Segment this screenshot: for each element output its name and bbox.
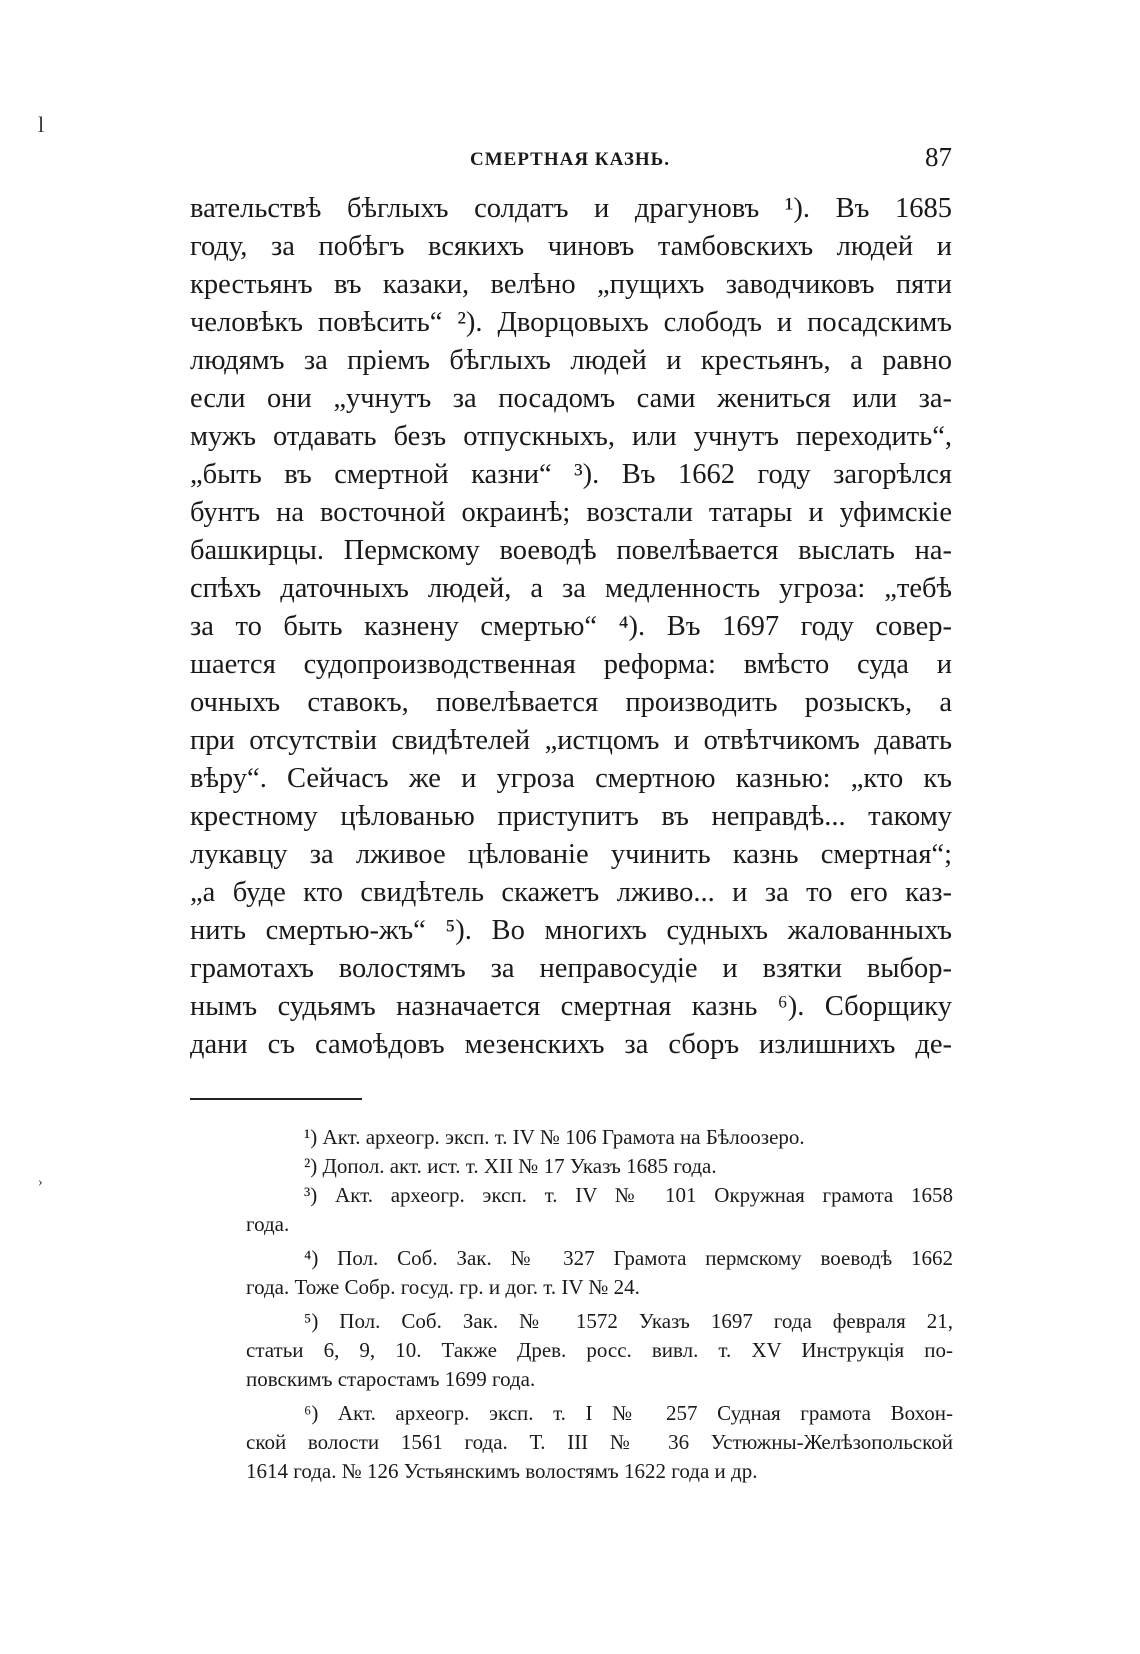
body-line: шается судопроизводственная реформа: вмѣсто суда и	[190, 649, 952, 680]
body-line: грамотахъ волостямъ за неправосудіе и взятки выбор-	[190, 953, 952, 984]
footnote-line: ской волости 1561 года. Т. III № 36 Устюжны-Желѣзопольской	[246, 1430, 953, 1454]
body-line: за то быть казнену смертью“ ⁴). Въ 1697 году совер-	[190, 611, 952, 642]
body-line: дани съ самоѣдовъ мезенскихъ за сборъ излишнихъ де-	[190, 1029, 952, 1060]
footnote-line: года.	[246, 1212, 290, 1236]
body-line: башкирцы. Пермскому воеводѣ повелѣвается выслать на-	[190, 535, 952, 566]
footnote-line: 1614 года. № 126 Устьянскимъ волостямъ 1622 года и др.	[246, 1459, 758, 1483]
body-line: лукавцу за лживое цѣлованіе учинить казнь смертная“;	[190, 839, 952, 870]
body-line: людямъ за пріемъ бѣглыхъ людей и крестьянъ, а равно	[190, 345, 952, 376]
footnote-5	[246, 1307, 953, 1394]
body-line: „быть въ смертной казни“ ³). Въ 1662 году загорѣлся	[190, 459, 952, 490]
body-line: человѣкъ повѣсить“ ²). Дворцовыхъ слободъ и посадскимъ	[190, 307, 952, 338]
footnote-separator-rule	[190, 1098, 362, 1100]
footnote-line: года. Тоже Собр. госуд. гр. и дог. т. IV № 24.	[246, 1275, 640, 1299]
body-line: крестному цѣлованью приступитъ въ неправдѣ... такому	[190, 801, 952, 832]
footnote-4	[246, 1244, 953, 1302]
body-line: году, за побѣгъ всякихъ чиновъ тамбовскихъ людей и	[190, 231, 952, 262]
footnote-6	[246, 1399, 953, 1486]
footnotes	[246, 1123, 953, 1486]
margin-mark-lower: ›	[38, 1175, 43, 1190]
page-number: 87	[925, 142, 952, 172]
footnote-line: статьи 6, 9, 10. Также Древ. росс. вивл. т. XV Инструкція по-	[246, 1338, 953, 1362]
page-header	[190, 140, 952, 180]
body-line: если они „учнутъ за посадомъ сами жениться или за-	[190, 383, 952, 414]
body-line: нить смертью-жъ“ ⁵). Во многихъ судныхъ жалованныхъ	[190, 915, 952, 946]
body-line: очныхъ ставокъ, повелѣвается производить розыскъ, а	[190, 687, 952, 718]
footnote-line: ³) Акт. археогр. эксп. т. IV № 101 Окружная грамота 1658	[304, 1183, 953, 1207]
body-line: крестьянъ въ казаки, велѣно „пущихъ заводчиковъ пяти	[190, 269, 952, 300]
body-line: нымъ судьямъ назначается смертная казнь ⁶). Сборщику	[190, 991, 952, 1022]
footnote-line: ⁴) Пол. Соб. Зак. № 327 Грамота пермскому воеводѣ 1662	[304, 1246, 953, 1270]
body-line: бунтъ на восточной окраинѣ; возстали татары и уфимскіе	[190, 497, 952, 528]
footnote-2	[256, 1152, 953, 1181]
body-line: „а буде кто свидѣтель скажетъ лживо... и за то его каз-	[190, 877, 952, 908]
body-line: вѣру“. Сейчасъ же и угроза смертною казнью: „кто къ	[190, 763, 952, 794]
body-line: при отсутствіи свидѣтелей „истцомъ и отвѣтчикомъ давать	[190, 725, 952, 756]
body-line: мужъ отдавать безъ отпускныхъ, или учнутъ переходить“,	[190, 421, 952, 452]
body-line: спѣхъ даточныхъ людей, а за медленность угроза: „тебѣ	[190, 573, 952, 604]
margin-mark-top: l	[38, 112, 45, 137]
footnote-line: ¹) Акт. археогр. эксп. т. IV № 106 Грамота на Бѣлоозеро.	[304, 1125, 805, 1149]
footnote-line: ⁶) Акт. археогр. эксп. т. I № 257 Судная грамота Вохон-	[304, 1401, 953, 1425]
footnote-line: ⁵) Пол. Соб. Зак. № 1572 Указъ 1697 года февраля 21,	[304, 1309, 953, 1333]
running-title: СМЕРТНАЯ КАЗНЬ.	[470, 149, 670, 170]
body-line: вательствѣ бѣглыхъ солдатъ и драгуновъ ¹). Въ 1685	[190, 193, 952, 224]
body-text	[190, 190, 952, 1064]
footnote-3	[246, 1181, 953, 1239]
footnote-line: повскимъ старостамъ 1699 года.	[246, 1367, 536, 1391]
footnote-line: ²) Допол. акт. ист. т. XII № 17 Указъ 1685 года.	[304, 1154, 717, 1178]
footnote-1	[256, 1123, 953, 1152]
